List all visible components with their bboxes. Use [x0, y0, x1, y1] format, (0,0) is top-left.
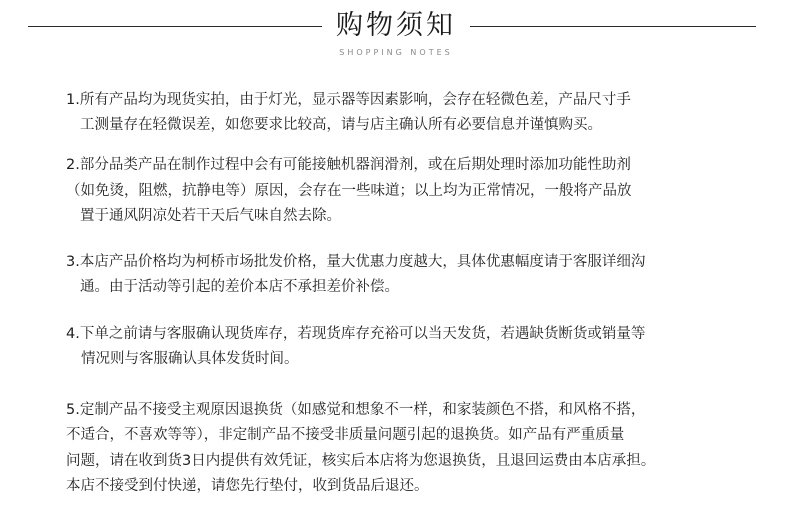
- header-divider-right: [470, 26, 756, 27]
- note-line: 2.部分品类产品在制作过程中会有可能接触机器润滑剂，或在后期处理时添加功能性助剂: [66, 157, 631, 173]
- note-line: 4.下单之前请与客服确认现货库存，若现货库存充裕可以当天发货，若遇缺货断货或销量等: [66, 326, 646, 342]
- note-line: 1.所有产品均为现货实拍，由于灯光，显示器等因素影响，会存在轻微色差，产品尺寸手: [66, 92, 631, 108]
- note-line: 情况则与客服确认具体发货时间。: [81, 351, 299, 367]
- note-line: 不适合，不喜欢等等），非定制产品不接受非质量问题引起的退换货。如产品有严重质量: [66, 427, 625, 443]
- note-line: 通。由于活动等引起的差价本店不承担差价补偿。: [80, 279, 399, 295]
- page-subtitle: SHOPPING NOTES: [339, 48, 453, 57]
- note-line: 3.本店产品价格均为柯桥市场批发价格，量大优惠力度越大，具体优惠幅度请于客服详细沟: [66, 254, 646, 270]
- note-line: （如免烫，阻燃，抗静电等）原因，会存在一些味道；以上均为正常情况，一般将产品放: [66, 183, 632, 199]
- header: [0, 0, 790, 70]
- header-divider-left: [28, 26, 322, 27]
- page-title: 购物须知: [336, 10, 456, 41]
- note-line: 5.定制产品不接受主观原因退换货（如感觉和想象不一样，和家装颜色不搭，和风格不搭，: [66, 402, 646, 418]
- note-line: 问题，请在收到货3日内提供有效凭证，核实后本店将为您退换货，且退回运费由本店承担。: [66, 453, 656, 469]
- note-line: 置于通风阴凉处若干天后气味自然去除。: [80, 208, 341, 224]
- note-line: 本店不接受到付快递，请您先行垫付，收到货品后退还。: [66, 478, 429, 494]
- note-line: 工测量存在轻微误差，如您要求比较高，请与店主确认所有必要信息并谨慎购买。: [80, 117, 602, 133]
